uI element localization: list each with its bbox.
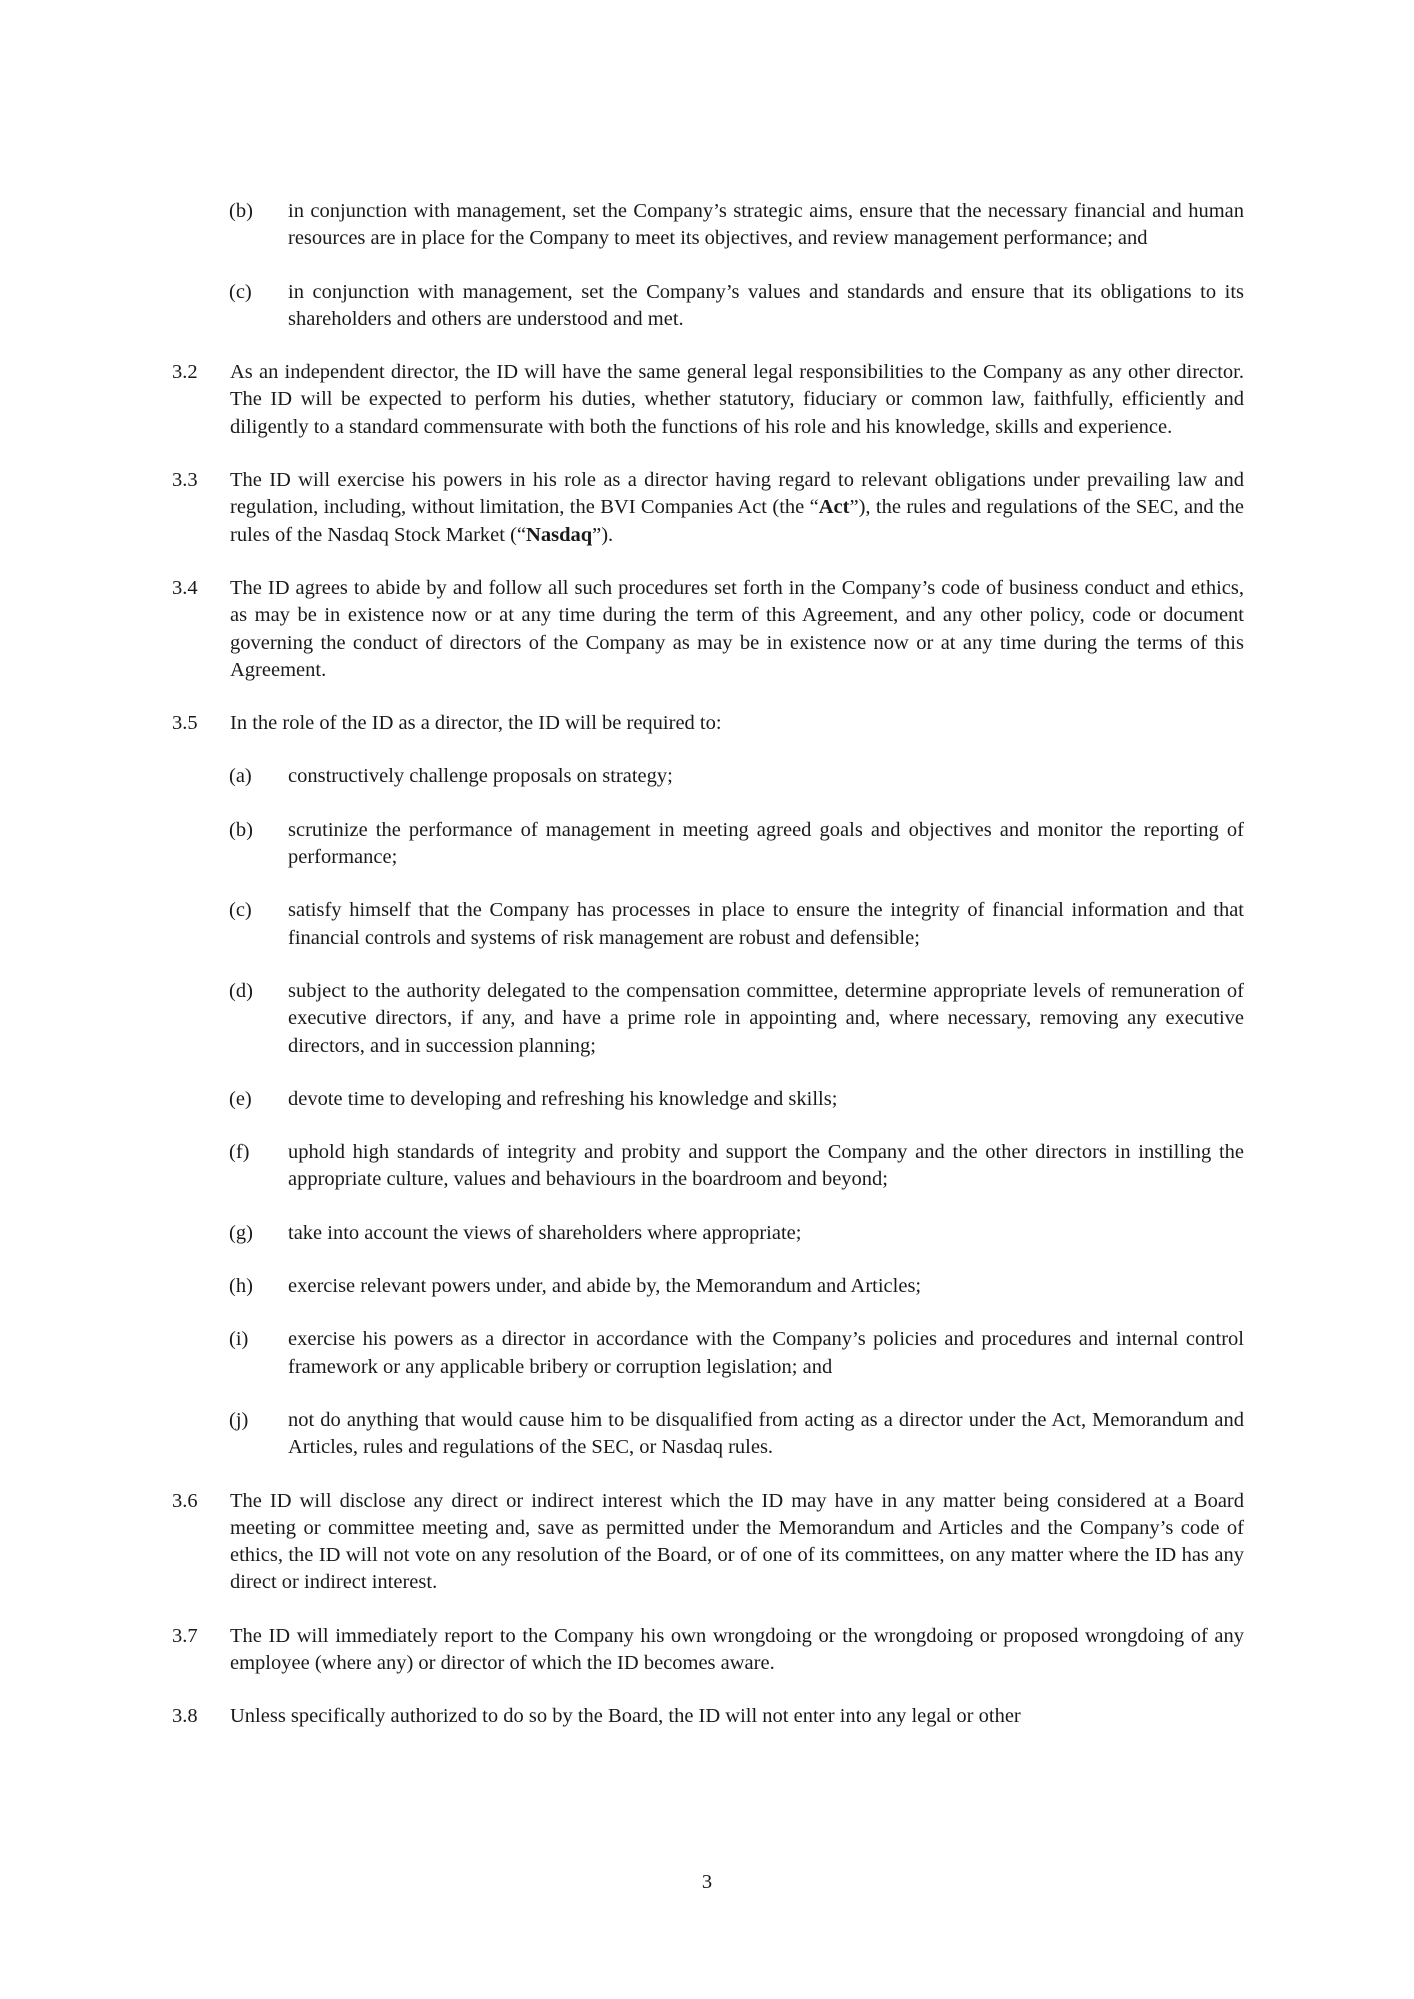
- item-text: take into account the views of shareholders where appropriate;: [288, 1221, 802, 1244]
- clause-text-part: The ID will exercise his powers in his role as a director having regard to relevant obligations under prevailing law and regulation, including, without limitation, the BVI Companies Act (the “: [230, 469, 1244, 519]
- item-label: (e): [229, 1087, 252, 1110]
- defined-term-nasdaq: Nasdaq: [526, 523, 593, 546]
- item-text: uphold high standards of integrity and probity and support the Company and the other directors in instilling the appropriate culture, values and behaviours in the boardroom and beyond;: [288, 1141, 1244, 1191]
- defined-term-act: Act: [818, 496, 850, 519]
- clause-text: Unless specifically authorized to do so by the Board, the ID will not enter into any legal or other: [230, 1705, 1021, 1728]
- list-item-a: [229, 763, 1244, 790]
- clause-number: 3.3: [172, 469, 198, 492]
- clause-text: The ID will immediately report to the Company his own wrongdoing or the wrongdoing or proposed wrongdoing of any employee (where any) or director of which the ID becomes aware.: [230, 1624, 1244, 1674]
- item-label: (b): [229, 200, 253, 222]
- list-item-b-top: [229, 198, 1244, 253]
- clause-text: The ID agrees to abide by and follow all such procedures set forth in the Company’s code of business conduct and ethics, as may be in existence now or at any time during the term of this Agreement, and any other policy, code or document governing the conduct of directors of the Company as may be in existence now or at any time during the terms of this Agreement.: [230, 576, 1244, 681]
- clause-3-4: [172, 575, 1244, 684]
- clause-3-8: [172, 1703, 1244, 1730]
- page-content: [172, 198, 1244, 1757]
- list-item-c-top: [229, 279, 1244, 334]
- clause-number: 3.5: [172, 712, 198, 735]
- clause-text-part: ”), the rules and regulations of the SEC, and the rules of the Nasdaq Stock Market (“: [230, 496, 1245, 546]
- clause-text: In the role of the ID as a director, the ID will be required to:: [230, 712, 722, 735]
- clause-number: 3.2: [172, 361, 198, 384]
- list-item-c: [229, 897, 1244, 952]
- item-text: subject to the authority delegated to the compensation committee, determine appropriate levels of remuneration of executive directors, if any, and have a prime role in appointing and, where necessary, removing any executive directors, and in succession planning;: [288, 979, 1244, 1057]
- item-label: (d): [229, 979, 253, 1002]
- item-text: in conjunction with management, set the Company’s strategic aims, ensure that the necessary financial and human resources are in place for the Company to meet its objectives, and review management performance; and: [288, 200, 1244, 250]
- clause-3-3: [172, 467, 1244, 549]
- list-item-e: [229, 1086, 1244, 1113]
- clause-text: [230, 467, 1244, 549]
- item-label: (h): [229, 1275, 253, 1298]
- clause-3-5: [172, 710, 1244, 737]
- item-label: (g): [229, 1221, 253, 1244]
- list-item-b: [229, 817, 1244, 872]
- item-label: (i): [229, 1328, 249, 1351]
- item-label: (c): [229, 280, 252, 303]
- item-label: (j): [229, 1408, 249, 1431]
- clause-number: 3.7: [172, 1624, 198, 1647]
- list-item-h: [229, 1273, 1244, 1300]
- clause-text-part: ”).: [592, 523, 614, 546]
- item-text: in conjunction with management, set the Company’s values and standards and ensure that its obligations to its shareholders and others are understood and met.: [288, 280, 1244, 330]
- item-label: (a): [229, 765, 252, 788]
- clause-number: 3.6: [172, 1489, 198, 1512]
- item-text: constructively challenge proposals on strategy;: [288, 765, 673, 788]
- page-number: 3: [701, 1871, 713, 1893]
- item-text: satisfy himself that the Company has processes in place to ensure the integrity of financial information and that financial controls and systems of risk management are robust and defensible;: [288, 899, 1244, 949]
- clause-text: The ID will disclose any direct or indirect interest which the ID may have in any matter being considered at a Board meeting or committee meeting and, save as permitted under the Memorandum and Articles and the Company’s code of ethics, the ID will not vote on any resolution of the Board, or of one of its committees, on any matter where the ID has any direct or indirect interest.: [230, 1489, 1244, 1594]
- item-text: not do anything that would cause him to be disqualified from acting as a director under the Act, Memorandum and Articles, rules and regulations of the SEC, or Nasdaq rules.: [288, 1408, 1244, 1459]
- item-text: scrutinize the performance of management in meeting agreed goals and objectives and monitor the reporting of performance;: [288, 818, 1244, 869]
- list-item-d: [229, 978, 1244, 1060]
- clause-3-7: [172, 1623, 1244, 1678]
- item-text: devote time to developing and refreshing his knowledge and skills;: [288, 1087, 838, 1110]
- list-item-j: [229, 1407, 1244, 1462]
- clause-3-6: [172, 1488, 1244, 1597]
- item-label: (c): [229, 899, 252, 922]
- clause-text: As an independent director, the ID will have the same general legal responsibilities to the Company as any other director. The ID will be expected to perform his duties, whether statutory, fiduciary or common law, faithfully, efficiently and diligently to a standard commensurate with both the functions of his role and his knowledge, skills and experience.: [230, 361, 1244, 438]
- clause-3-2: [172, 359, 1244, 441]
- list-item-f: [229, 1139, 1244, 1194]
- clause-number: 3.4: [172, 576, 198, 599]
- clause-number: 3.8: [172, 1705, 198, 1728]
- item-label: (f): [229, 1141, 250, 1164]
- item-label: (b): [229, 818, 253, 841]
- item-text: exercise his powers as a director in accordance with the Company’s policies and procedures and internal control framework or any applicable bribery or corruption legislation; and: [288, 1328, 1244, 1378]
- item-text: exercise relevant powers under, and abide by, the Memorandum and Articles;: [288, 1275, 922, 1298]
- list-item-g: [229, 1220, 1244, 1247]
- list-item-i: [229, 1326, 1244, 1381]
